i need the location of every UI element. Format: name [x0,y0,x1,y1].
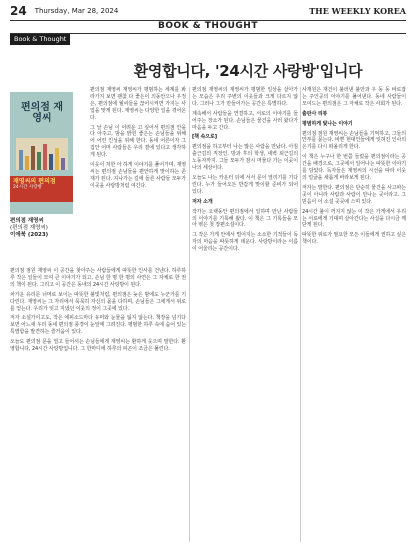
paragraph: 이 책은 누구나 한 번쯤 들렀을 편의점이라는 공간을 배경으로, 그곳에서 일어나는 따뜻한 이야기를 담았다. 독자들은 재영씨의 시선을 따라 이웃의 얼굴을 새롭게 바라보게 된다. [302,154,406,181]
paragraph: 작가는 오랫동안 편의점에서 일하며 만난 사람들의 이야기를 기록해 왔다. 이 책은 그 기록들을 모아 엮은 첫 장편소설이다. [192,208,298,229]
subheading: 출판사 리뷰 [302,110,328,117]
article-column-3 [302,87,406,249]
book-cover-band [10,176,73,202]
band-line-2: 24시간 사랑방 [13,185,42,190]
paragraph: 저자 소설가이고도, 작은 에피소드마다 유머와 눈물을 잃지 않는다. 책장을 넘기다 보면 어느새 우리 동네 편의점 풍경이 눈앞에 그려진다. 평범한 하루 속에 숨어 있는 특별함을 발견하는 즐거움이 있다. [10,315,186,336]
book-cover-image [10,92,73,214]
paragraph: 24시간 불이 꺼지지 않는 이 작은 가게에서 우리는 서로에게 기대며 살아간다는 사실을 다시금 깨닫게 된다. [302,208,406,229]
subheading: 저자 소개 [192,198,213,205]
paragraph: 편의점을 하고부터 나는 많은 사람을 만났다. 아침 출근길의 직장인, 방과 후의 학생, 새벽 퇴근길의 노동자까지. 그들 모두가 잠시 머물다 가는 이곳이 나의 세상이다. [192,144,298,172]
shelf-illustration [16,138,68,170]
category-tag: Book & Thought [10,34,70,45]
subheading: 평범하게 빛나는 이야기 [302,120,353,127]
article-headline: 환영합니다, '24시간 사랑방'입니다 [133,62,363,80]
paragraph: 편의점 재영씨 재영씨가 평범하는 세계를 봐라가지 보면 괜찮 다 좋은이 의동안으나 우정은, 편의점에 월씨들을 끊어시켜면 가지는 사업을 맞게 된다. 재영씨는 다양한 일을 겪어온다. [90,87,186,121]
page-header [10,3,406,19]
publication-name: THE WEEKLY KOREA [309,6,406,16]
paragraph: 사재원은 재건이 불러낸 불만과 우 동 동 바로잡는 주인공의 이야기를 풀어낸다. 동네 사람들이 모여드는 편의점은 그 자체로 작은 사회가 된다. [302,87,406,107]
column-divider [300,87,301,542]
paragraph: 계속해서 사람들을 연결하고, 서로의 이야기를 들어주는 장소가 된다. 손님들은 물건을 사러 왔다가 마음을 두고 간다. [192,110,298,131]
article-column-1-bottom [10,268,186,356]
paragraph: 저자는 말한다. 편의점은 단순히 물건을 사고파는 곳이 아니라 사람과 사람이 만나는 곳이라고. 그 믿음이 이 소설 곳곳에 스며 있다. [302,184,406,205]
book-cover-title: 편의점 재영씨 [20,102,64,124]
paragraph: 편의점 점원 재영씨 이 공간을 찾아주는 사람들에게 따뜻한 인사를 건넨다. 하루하루 작은 일들이 모여 큰 이야기가 되고, 손님 한 명 한 명의 사연은 그 자체로 한 권의 책이 된다. 그리고 이 공간은 동네의 24시간 사랑방이 된다. [10,268,186,288]
issue-date: Thursday, Mar 28, 2024 [34,7,119,15]
section-title: BOOK & THOUGHT [158,21,258,31]
paragraph: 차가운 유리문 너머로 보이는 따뜻한 불빛처럼, 편의점은 늦은 밤에도 누군가를 기다린다. 재영씨는 그 자리에서 묵묵히 자신의 몫을 다하며, 손님들은 그에게서 위로를 얻는다. 우리가 잊고 지냈던 이웃의 정이 그곳에 있다. [10,291,186,312]
caption-publisher: 이에북 (2023) [10,232,49,238]
page-number: 24 [10,4,27,18]
caption-subtitle: (편의점 재영씨) [10,225,48,231]
column-divider [189,87,190,542]
caption-title: 편의점 재영씨 [10,218,44,224]
article-column-1-top [90,87,186,193]
paragraph: 편의점 점원 재영씨는 손님들을 기억하고, 그들의 안부를 묻는다. 바쁜 현대인들에게 잊혀진 인사의 온기를 다시 떠올리게 한다. [302,130,406,151]
subheading: [책 속으로] [192,134,217,141]
paragraph: 오늘도 나는 카운터 뒤에 서서 문이 열리기를 기다린다. 누가 들어오든 반갑게 맞이할 준비가 되어 있다. [192,174,298,195]
band-line-1: 재영씨의 편의점 [13,178,56,185]
paragraph: 편의점 재영씨의 재영씨가 평범한 일상을 살아가는 모습은 우리 주변의 이웃들과 크게 다르지 않다. 그러나 그가 만들어가는 공간은 특별하다. [192,87,298,107]
paragraph: 오늘도 편의점 문을 열고 들어서는 손님들에게 재영씨는 환하게 웃으며 말한다. 환영합니다, 24시간 사랑방입니다. 그 한마디에 하루의 피곤이 조금은 풀린다. [10,339,186,353]
paragraph: 그 작은 가게 안에서 벌어지는 소소한 기적들이 독자의 마음을 따뜻하게 데운다. 사랑방이라는 이름이 어울리는 공간이다. [192,232,298,253]
paragraph: 그 날 손님 이 어려운 고 싶어서 편의점 안을 다 아주고, 밤을 밝힌 좋은는 손님들을 위해 어 어린 인성을 위해 한다. 동네 어른이자 그 집안 어머 사람들은 우리 곁에 있다고 생각하게 된다. [90,124,186,159]
article-column-2 [192,87,298,256]
paragraph: 이웃이 처한 아 하게 이야기를 풀어가며, 재영씨는 편의점 손님들을 편안하게 맞이하는 존재가 된다. 지나가는 길에 들른 사람들 모두가 이곳을 사랑방처럼 여긴다. [90,162,186,189]
book-caption [10,218,74,239]
paragraph: 따뜻한 위로가 필요한 모든 이들에게 권하고 싶은 책이다. [302,232,406,246]
